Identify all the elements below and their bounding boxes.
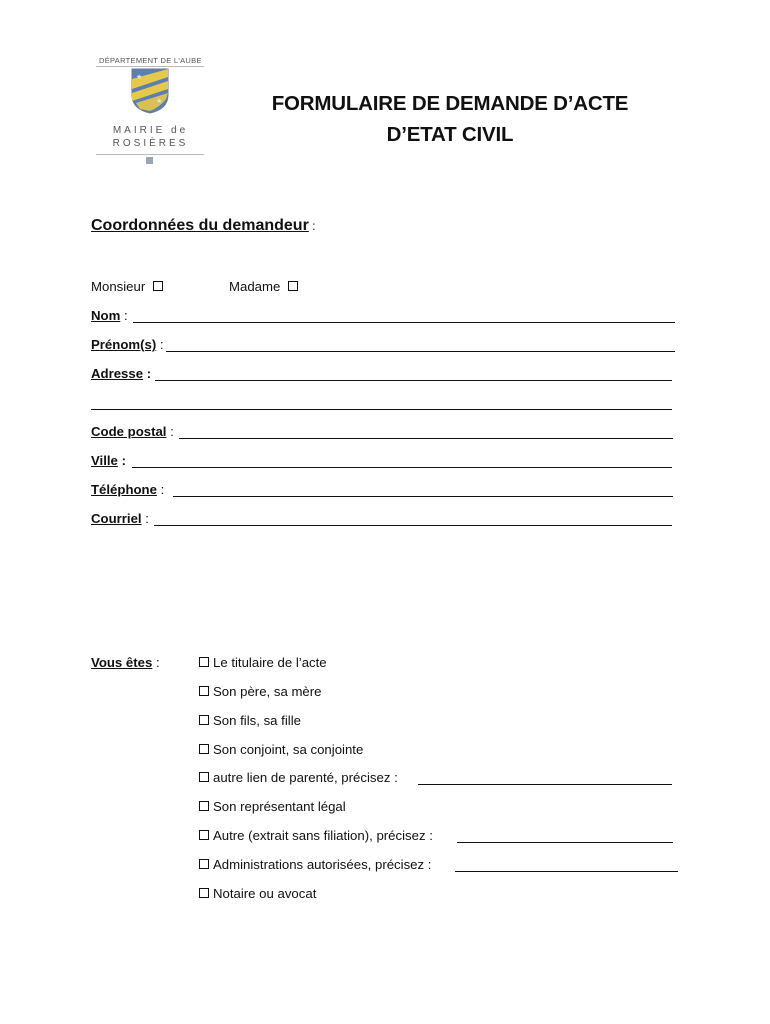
prenom-field-label: Prénom(s) : [91,337,164,352]
option-checkbox[interactable] [199,859,209,869]
option-representant[interactable] [199,799,346,815]
option-autre-parente[interactable] [199,770,398,786]
form-title-line2: D’ETAT CIVIL [386,123,514,146]
option-label: Autre (extrait sans filiation), précisez : [213,828,433,843]
adresse-input-line[interactable] [155,380,672,381]
vous-etes-field-label: Vous êtes : [91,655,160,670]
option-checkbox[interactable] [199,686,209,696]
option-label: Son père, sa mère [213,684,322,699]
option-checkbox[interactable] [199,801,209,811]
adresse-input-line-2[interactable] [91,409,672,410]
coat-of-arms-icon [130,67,170,115]
courriel-label: Courriel [91,511,142,526]
logo-mairie-text [108,124,193,150]
option-parent[interactable] [199,684,322,700]
option-notaire[interactable] [199,886,316,902]
form-title-line1: FORMULAIRE DE DEMANDE D’ACTE [271,92,629,115]
code-postal-label: Code postal [91,424,167,439]
svg-text:★: ★ [156,98,163,105]
option-checkbox[interactable] [199,830,209,840]
logo-square-icon [146,157,153,164]
section-heading-text: Coordonnées du demandeur [91,217,309,234]
prenom-label: Prénom(s) [91,337,157,352]
vous-etes-label: Vous êtes [91,655,153,670]
adresse-label: Adresse [91,366,144,381]
option-label: Son fils, sa fille [213,713,301,728]
form-title [220,88,680,150]
madame-label: Madame [229,279,281,294]
civility-madame[interactable] [229,279,299,295]
logo-divider-bottom [96,154,204,155]
option-label: Le titulaire de l’acte [213,655,327,670]
option-enfant[interactable] [199,713,301,729]
nom-field-label: Nom : [91,308,128,323]
telephone-input-line[interactable] [173,496,673,497]
section-heading-colon: : [308,219,316,233]
autre-parente-input-line[interactable] [418,784,672,785]
option-label: Son représentant légal [213,799,346,814]
telephone-field-label: Téléphone : [91,482,165,497]
option-titulaire[interactable] [199,655,327,671]
madame-checkbox[interactable] [288,281,298,291]
option-label: Notaire ou avocat [213,886,317,901]
courriel-field-label: Courriel : [91,511,149,526]
option-checkbox[interactable] [199,715,209,725]
ville-label: Ville [91,453,118,468]
logo-mairie-line2: ROSIÈRES [112,138,189,149]
option-administrations[interactable] [199,857,431,873]
section-heading [91,217,315,235]
courriel-input-line[interactable] [154,525,672,526]
logo-mairie-line1: MAIRIE de [112,125,189,136]
code-postal-input-line[interactable] [179,438,673,439]
civility-monsieur[interactable] [91,279,164,295]
svg-text:★: ★ [136,74,143,81]
nom-label: Nom [91,308,121,323]
nom-input-line[interactable] [133,322,675,323]
ville-field-label: Ville : [91,453,126,468]
option-conjoint[interactable] [199,742,363,758]
telephone-label: Téléphone [91,482,157,497]
option-checkbox[interactable] [199,888,209,898]
adresse-field-label: Adresse : [91,366,152,381]
option-checkbox[interactable] [199,744,209,754]
monsieur-checkbox[interactable] [153,281,163,291]
ville-input-line[interactable] [132,467,672,468]
administrations-input-line[interactable] [455,871,678,872]
option-label: Son conjoint, sa conjointe [213,742,364,757]
autre-extrait-input-line[interactable] [457,842,673,843]
option-label: Administrations autorisées, précisez : [213,857,432,872]
monsieur-label: Monsieur [91,279,146,294]
option-checkbox[interactable] [199,772,209,782]
logo-department-text: DÉPARTEMENT DE L'AUBE [99,56,202,65]
prenom-input-line[interactable] [166,351,675,352]
code-postal-field-label: Code postal : [91,424,174,439]
option-label: autre lien de parenté, précisez : [213,770,398,785]
option-checkbox[interactable] [199,657,209,667]
option-autre-extrait[interactable] [199,828,433,844]
